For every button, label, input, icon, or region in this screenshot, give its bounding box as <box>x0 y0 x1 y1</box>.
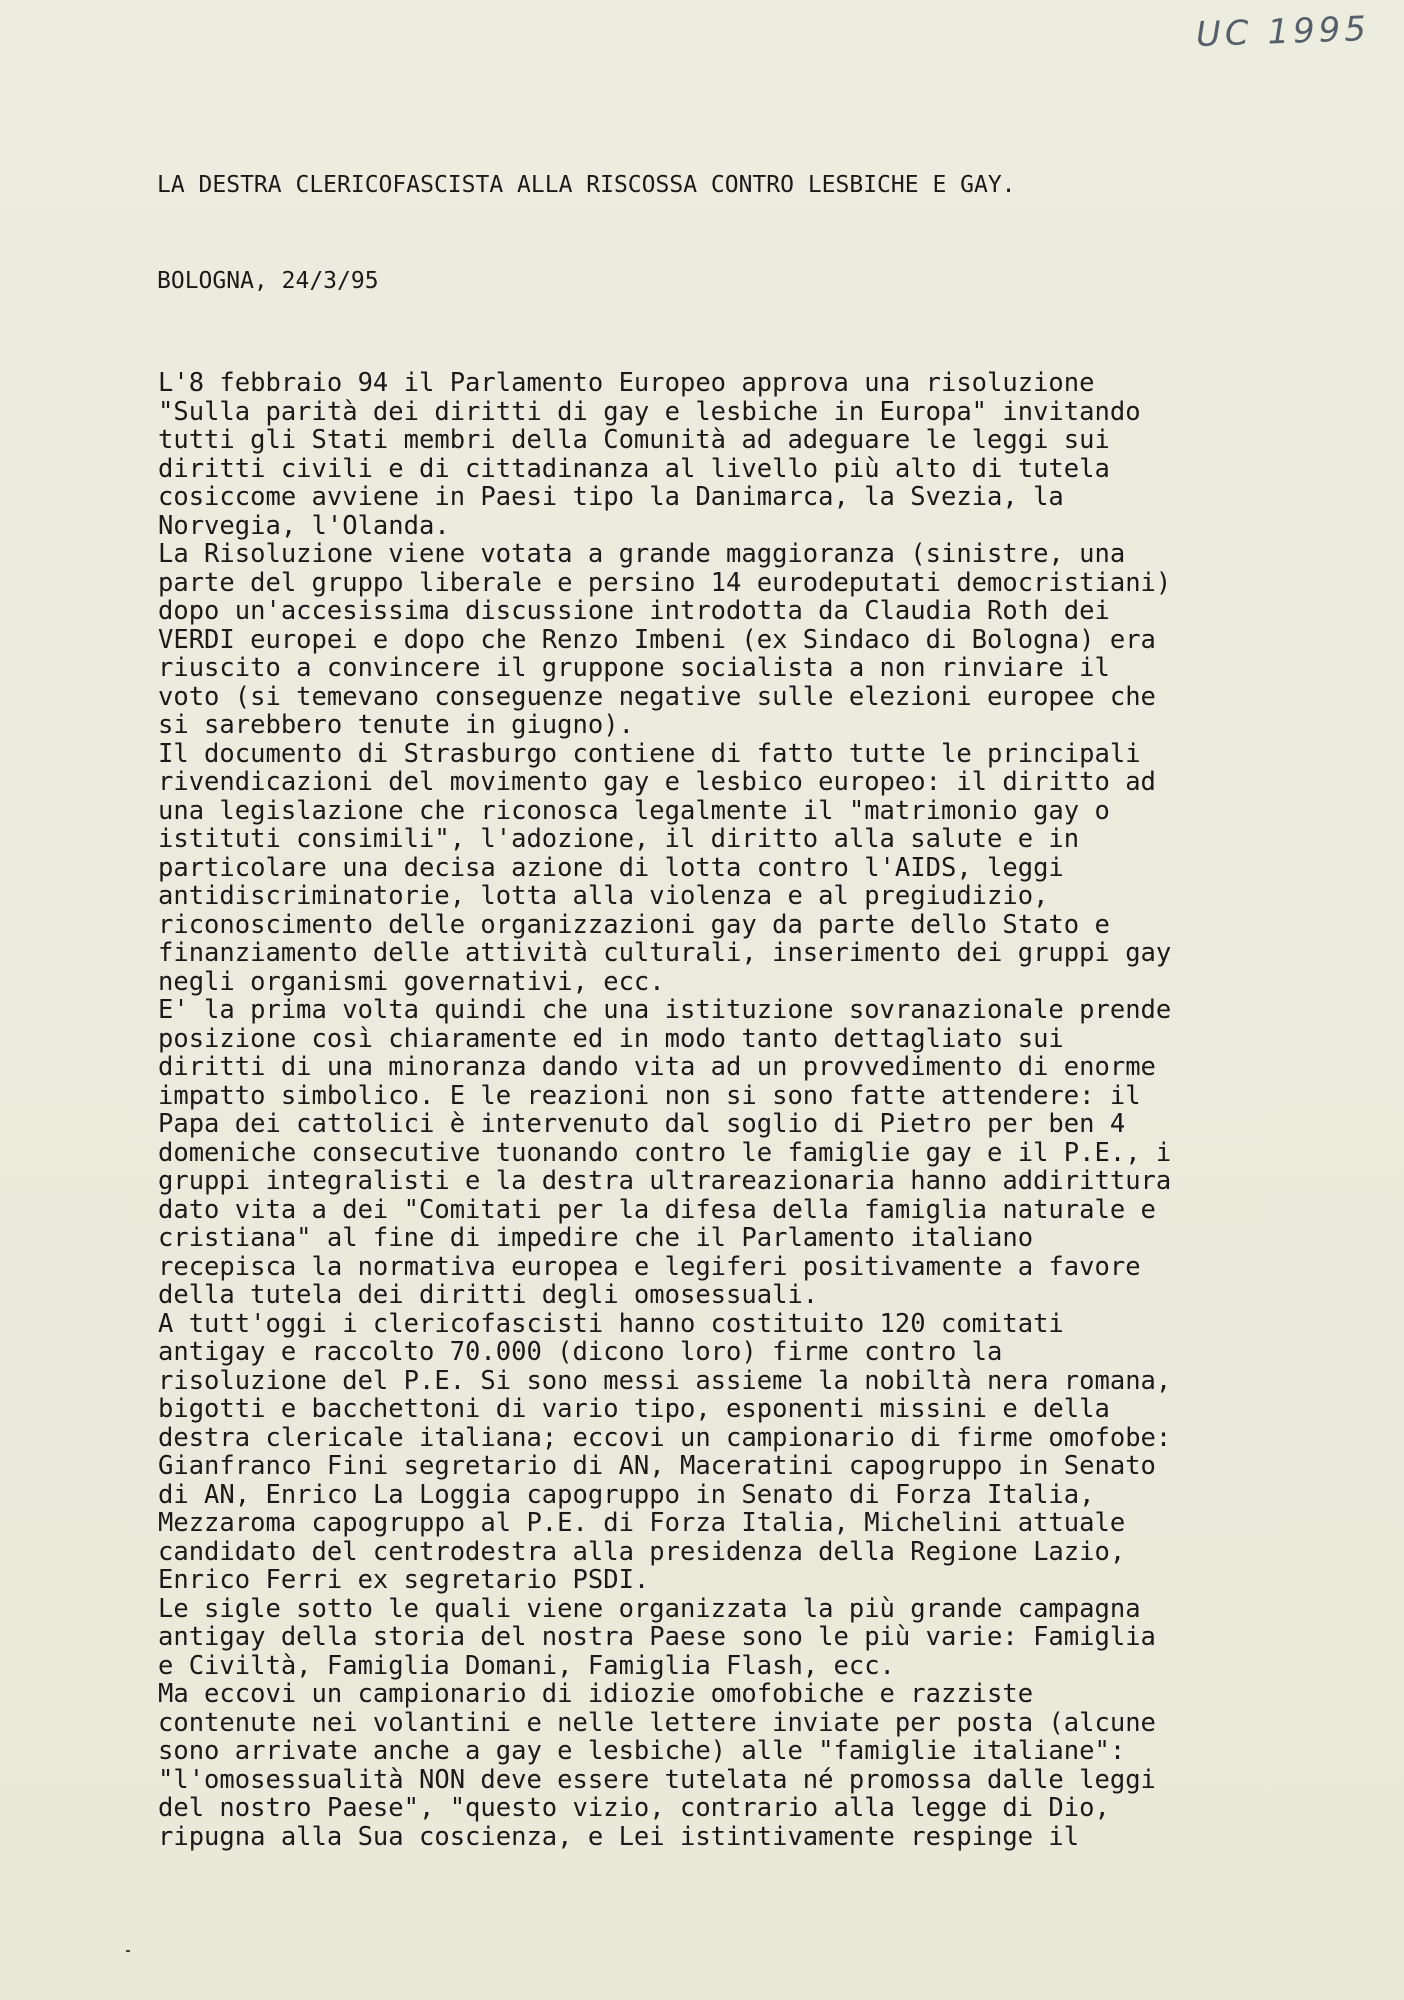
body-line: voto (si temevano conseguenze negative sulle elezioni europee che <box>158 681 1156 712</box>
body-line: riuscito a convincere il gruppone socialista a non rinviare il <box>158 653 1110 683</box>
body-line: una legislazione che riconosca legalmente il "matrimonio gay o <box>158 795 1110 826</box>
body-line: cristiana" al fine di impedire che il Parlamento italiano <box>158 1223 1034 1253</box>
body-line: antigay e raccolto 70.000 (dicono loro) firme contro la <box>158 1337 1003 1367</box>
body-line: dopo un'accesissima discussione introdotta da Claudia Roth dei <box>158 596 1110 626</box>
body-line: destra clericale italiana; eccovi un campionario di firme omofobe: <box>158 1422 1172 1453</box>
body-line: VERDI europei e dopo che Renzo Imbeni (ex Sindaco di Bologna) era <box>158 624 1156 655</box>
body-line: Mezzaroma capogruppo al P.E. di Forza Italia, Michelini attuale <box>158 1508 1126 1538</box>
paper-speck <box>126 1950 130 1952</box>
body-line: e Civiltà, Famiglia Domani, Famiglia Flash, ecc. <box>158 1650 895 1681</box>
body-line: istituti consimili", l'adozione, il diritto alla salute e in <box>158 824 1080 854</box>
body-line: negli organismi governativi, ecc. <box>158 966 665 997</box>
body-line: antigay della storia del nostra Paese sono le più varie: Famiglia <box>158 1622 1156 1652</box>
body-line: cosiccome avviene in Paesi tipo la Danimarca, la Svezia, la <box>158 482 1064 512</box>
body-line: domeniche consecutive tuonando contro le famiglie gay e il P.E., i <box>158 1137 1172 1168</box>
body-line: di AN, Enrico La Loggia capogruppo in Senato di Forza Italia, <box>158 1479 1095 1510</box>
body-line: gruppi integralisti e la destra ultrareazionaria hanno addirittura <box>158 1166 1172 1196</box>
body-line: si sarebbero tenute in giugno). <box>158 710 634 740</box>
body-line: "Sulla parità dei diritti di gay e lesbiche in Europa" invitando <box>158 396 1141 427</box>
body-line: Le sigle sotto le quali viene organizzata la più grande campagna <box>158 1593 1141 1624</box>
handwritten-annotation: UC 1995 <box>1195 8 1371 56</box>
body-line: diritti di una minoranza dando vita ad un provvedimento di enorme <box>158 1052 1156 1082</box>
document-title: LA DESTRA CLERICOFASCISTA ALLA RISCOSSA CONTRO LESBICHE E GAY. <box>157 172 1016 198</box>
body-line: del nostro Paese", "questo vizio, contrario alla legge di Dio, <box>158 1793 1110 1823</box>
body-line: impatto simbolico. E le reazioni non si sono fatte attendere: il <box>158 1080 1141 1111</box>
body-line: Gianfranco Fini segretario di AN, Maceratini capogruppo in Senato <box>158 1451 1156 1481</box>
body-line: diritti civili e di cittadinanza al livello più alto di tutela <box>158 453 1110 484</box>
body-line: Enrico Ferri ex segretario PSDI. <box>158 1565 650 1595</box>
body-line: ripugna alla Sua coscienza, e Lei istintivamente respinge il <box>158 1821 1080 1852</box>
body-line: Papa dei cattolici è intervenuto dal soglio di Pietro per ben 4 <box>158 1109 1126 1139</box>
body-line: posizione così chiaramente ed in modo tanto dettagliato sui <box>158 1023 1064 1054</box>
body-line: recepisca la normativa europea e legiferi positivamente a favore <box>158 1251 1141 1282</box>
body-line: Ma eccovi un campionario di idiozie omofobiche e razziste <box>158 1679 1034 1709</box>
body-line: L'8 febbraio 94 il Parlamento Europeo approva una risoluzione <box>158 368 1095 398</box>
body-line: Il documento di Strasburgo contiene di fatto tutte le principali <box>158 738 1141 769</box>
body-line: riconoscimento delle organizzazioni gay da parte dello Stato e <box>158 909 1110 940</box>
body-line: bigotti e bacchettoni di vario tipo, esponenti missini e della <box>158 1394 1110 1424</box>
body-line: A tutt'oggi i clericofascisti hanno costituito 120 comitati <box>158 1308 1064 1339</box>
body-line: della tutela dei diritti degli omosessuali. <box>158 1280 819 1310</box>
body-line: finanziamento delle attività culturali, inserimento dei gruppi gay <box>158 938 1172 968</box>
body-line: sono arrivate anche a gay e lesbiche) alle "famiglie italiane": <box>158 1736 1126 1766</box>
body-line: dato vita a dei "Comitati per la difesa della famiglia naturale e <box>158 1194 1156 1225</box>
body-line: antidiscriminatorie, lotta alla violenza e al pregiudizio, <box>158 881 1049 911</box>
body-line: contenute nei volantini e nelle lettere inviate per posta (alcune <box>158 1707 1156 1738</box>
body-line: Norvegia, l'Olanda. <box>158 510 450 541</box>
body-line: E' la prima volta quindi che una istituzione sovranazionale prende <box>158 995 1172 1025</box>
body-line: risoluzione del P.E. Si sono messi assieme la nobiltà nera romana, <box>158 1365 1172 1396</box>
body-line: parte del gruppo liberale e persino 14 eurodeputati democristiani) <box>158 567 1172 598</box>
body-line: tutti gli Stati membri della Comunità ad adeguare le leggi sui <box>158 425 1110 455</box>
body-line: La Risoluzione viene votata a grande maggioranza (sinistre, una <box>158 539 1126 569</box>
body-line: candidato del centrodestra alla presidenza della Regione Lazio, <box>158 1536 1126 1567</box>
dateline: BOLOGNA, 24/3/95 <box>157 268 379 294</box>
body-line: particolare una decisa azione di lotta contro l'AIDS, leggi <box>158 852 1064 883</box>
body-line: rivendicazioni del movimento gay e lesbico europeo: il diritto ad <box>158 767 1156 797</box>
body-text <box>158 369 1298 1851</box>
body-line: "l'omosessualità NON deve essere tutelata né promossa dalle leggi <box>158 1764 1156 1795</box>
